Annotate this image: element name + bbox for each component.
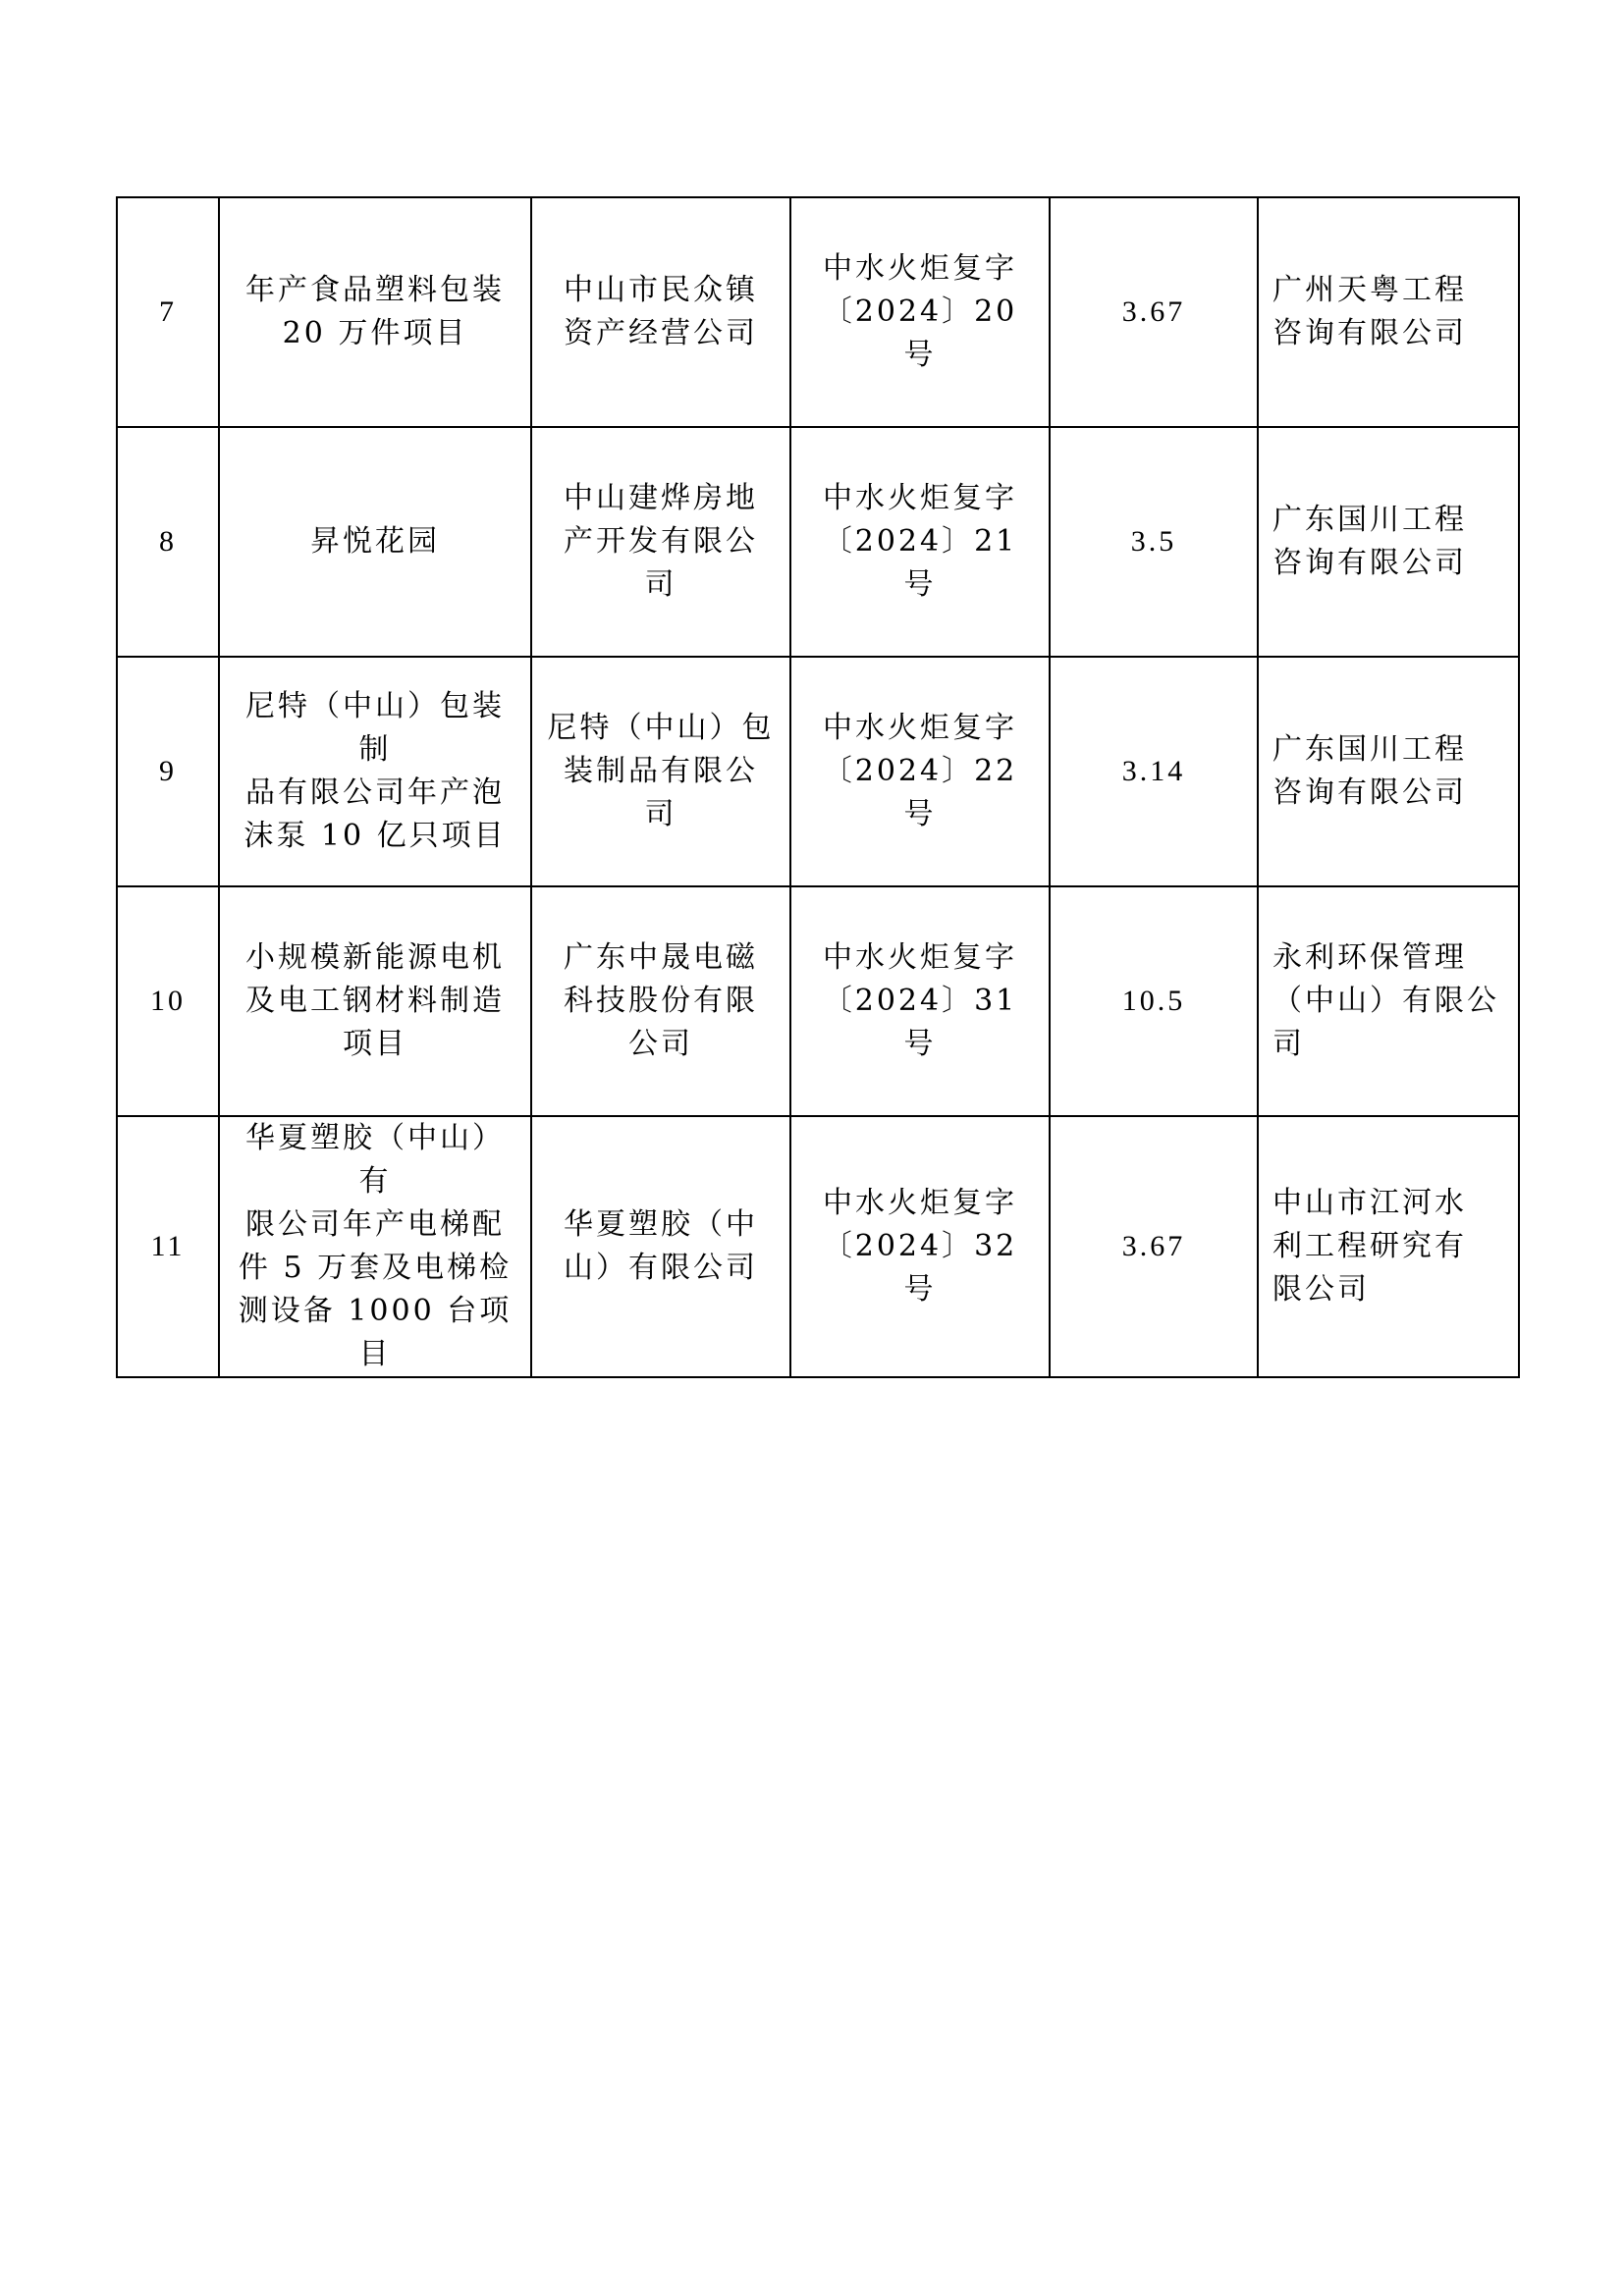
- consulting-org: 广东国川工程 咨询有限公司: [1272, 503, 1467, 580]
- construction-unit-cell: [531, 1116, 790, 1377]
- project-name: 昇悦花园: [310, 524, 440, 559]
- approval-doc-cell: [790, 427, 1050, 657]
- consulting-org-cell: [1258, 1116, 1519, 1377]
- amount-value: 3.67: [1121, 1230, 1186, 1262]
- consulting-org: 广州天粤工程 咨询有限公司: [1272, 273, 1467, 350]
- consulting-org: 中山市江河水 利工程研究有 限公司: [1272, 1186, 1467, 1307]
- consulting-org: 广东国川工程 咨询有限公司: [1272, 732, 1467, 810]
- table-row: [117, 197, 1519, 427]
- row-number: 10: [150, 985, 186, 1017]
- project-table: [116, 196, 1520, 1378]
- amount-value: 3.67: [1121, 295, 1186, 328]
- row-number-cell: [117, 886, 219, 1116]
- approval-doc-number: 中水火炬复字 〔2024〕31 号: [822, 940, 1018, 1061]
- row-number-cell: [117, 427, 219, 657]
- consulting-org: 永利环保管理 （中山）有限公 司: [1272, 940, 1499, 1061]
- approval-doc-number: 中水火炬复字 〔2024〕20 号: [822, 251, 1018, 372]
- amount-cell: [1050, 886, 1258, 1116]
- construction-unit: 中山市民众镇 资产经营公司: [564, 273, 758, 350]
- table-row: [117, 657, 1519, 886]
- table-row: [117, 886, 1519, 1116]
- project-name-cell: [219, 427, 531, 657]
- consulting-org-cell: [1258, 886, 1519, 1116]
- construction-unit-cell: [531, 657, 790, 886]
- amount-value: 10.5: [1121, 985, 1186, 1017]
- construction-unit-cell: [531, 197, 790, 427]
- consulting-org-cell: [1258, 197, 1519, 427]
- project-name: 尼特（中山）包装制 品有限公司年产泡 沫泵 10 亿只项目: [244, 689, 507, 853]
- construction-unit: 中山建烨房地 产开发有限公 司: [564, 481, 758, 602]
- construction-unit: 尼特（中山）包 装制品有限公 司: [547, 711, 775, 831]
- row-number-cell: [117, 1116, 219, 1377]
- project-name: 小规模新能源电机 及电工钢材料制造 项目: [245, 940, 505, 1061]
- row-number: 11: [150, 1230, 186, 1262]
- amount-cell: [1050, 427, 1258, 657]
- construction-unit-cell: [531, 427, 790, 657]
- approval-doc-number: 中水火炬复字 〔2024〕21 号: [822, 481, 1018, 602]
- consulting-org-cell: [1258, 657, 1519, 886]
- consulting-org-cell: [1258, 427, 1519, 657]
- project-name: 华夏塑胶（中山）有 限公司年产电梯配 件 5 万套及电梯检 测设备 1000 台项目: [238, 1121, 513, 1371]
- row-number-cell: [117, 197, 219, 427]
- construction-unit-cell: [531, 886, 790, 1116]
- amount-value: 3.5: [1130, 525, 1177, 558]
- approval-doc-cell: [790, 1116, 1050, 1377]
- approval-doc-cell: [790, 197, 1050, 427]
- amount-value: 3.14: [1121, 755, 1186, 787]
- approval-doc-cell: [790, 886, 1050, 1116]
- row-number-cell: [117, 657, 219, 886]
- construction-unit: 广东中晟电磁 科技股份有限 公司: [564, 940, 758, 1061]
- amount-cell: [1050, 1116, 1258, 1377]
- approval-doc-cell: [790, 657, 1050, 886]
- project-name: 年产食品塑料包装 20 万件项目: [245, 273, 505, 350]
- project-name-cell: [219, 886, 531, 1116]
- row-number: 8: [159, 525, 177, 558]
- row-number: 9: [159, 755, 177, 787]
- project-name-cell: [219, 197, 531, 427]
- approval-doc-number: 中水火炬复字 〔2024〕22 号: [822, 711, 1018, 831]
- project-name-cell: [219, 1116, 531, 1377]
- table-row: [117, 1116, 1519, 1377]
- approval-doc-number: 中水火炬复字 〔2024〕32 号: [822, 1186, 1018, 1307]
- construction-unit: 华夏塑胶（中 山）有限公司: [564, 1207, 758, 1285]
- table-row: [117, 427, 1519, 657]
- amount-cell: [1050, 657, 1258, 886]
- row-number: 7: [159, 295, 177, 328]
- amount-cell: [1050, 197, 1258, 427]
- project-name-cell: [219, 657, 531, 886]
